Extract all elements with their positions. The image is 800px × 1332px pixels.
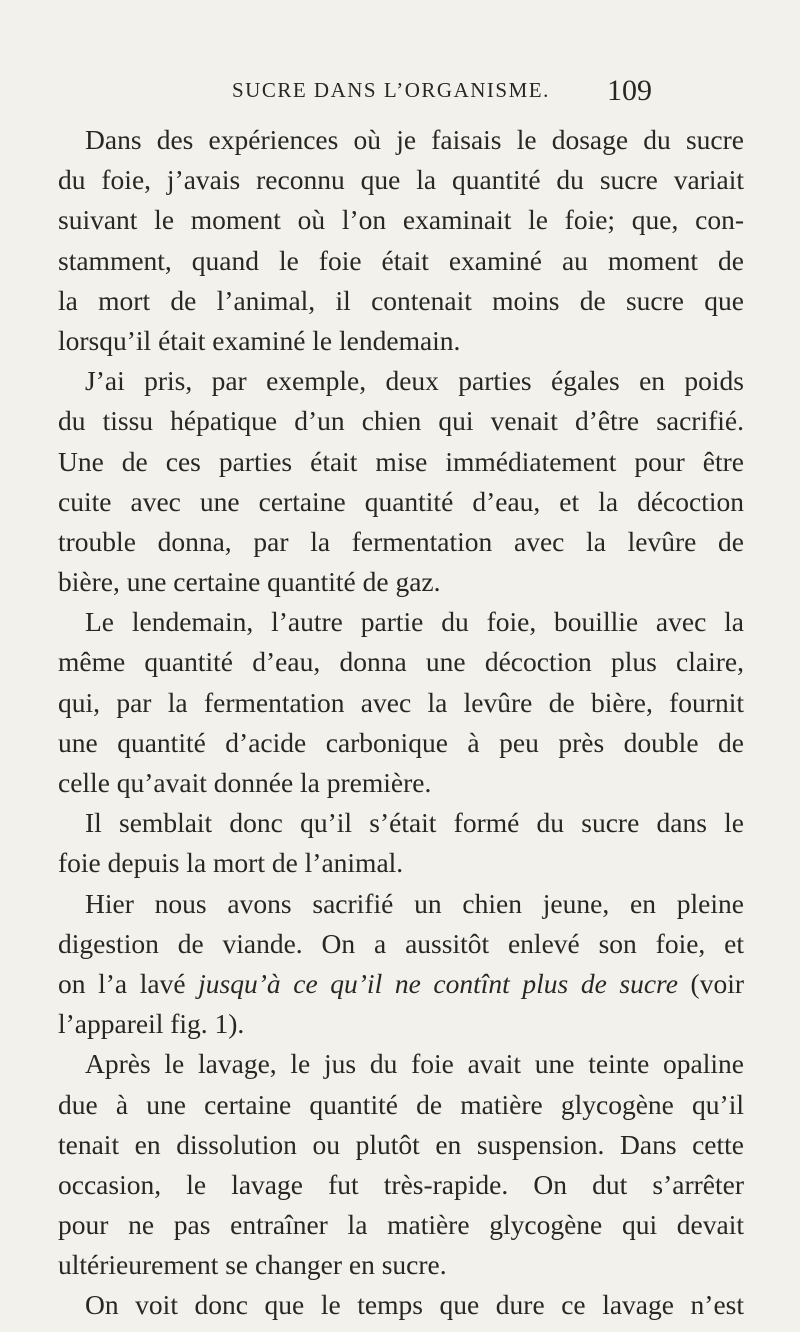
text-line: Après le lavage, le jus du foie avait une teinte opaline	[85, 1048, 744, 1080]
running-head	[232, 74, 652, 108]
text-line: du tissu hépatique d’un chien qui venait d’être sacrifié.	[58, 405, 744, 437]
text-line: digestion de viande. On a aussitôt enlevé son foie, et	[58, 927, 744, 959]
text-line: bière, une certaine quantité de gaz.	[58, 566, 441, 598]
text-line: ultérieurement se changer en sucre.	[58, 1249, 447, 1281]
text-line: celle qu’avait donnée la première.	[58, 767, 432, 798]
text-line	[58, 964, 744, 1004]
text-line: qui, par la fermentation avec la levûre de bière, fournit	[58, 686, 744, 718]
text-line: pour ne pas entraîner la matière glycogène qui devait	[58, 1209, 744, 1241]
text-line: occasion, le lavage fut très-rapide. On dut s’arrêter	[58, 1168, 744, 1200]
text-line: On voit donc que le temps que dure ce lavage n’est	[85, 1289, 744, 1321]
text-line: stamment, quand le foie était examiné au moment de	[58, 244, 744, 276]
text-line: Dans des expériences où je faisais le dosage du sucre	[85, 124, 744, 155]
text-line: une quantité d’acide carbonique à peu près double de	[58, 726, 744, 758]
text-line: tenait en dissolution ou plutôt en suspension. Dans cette	[58, 1128, 744, 1160]
text-line: Le lendemain, l’autre partie du foie, bouillie avec la	[85, 606, 744, 638]
body-text	[58, 120, 744, 1326]
text-line: du foie, j’avais reconnu que la quantité du sucre variait	[58, 164, 744, 196]
text-line: foie depuis la mort de l’animal.	[58, 847, 404, 879]
italic-segment: jusqu’à ce qu’il ne contînt plus de sucre	[198, 967, 678, 999]
text-line: cuite avec une certaine quantité d’eau, et la décoction	[58, 485, 744, 517]
text-line: J’ai pris, par exemple, deux parties égales en poids	[85, 365, 744, 397]
text-line: Il semblait donc qu’il s’était formé du sucre dans le	[85, 807, 744, 839]
text-segment: (voir	[677, 967, 745, 999]
text-line: Hier nous avons sacrifié un chien jeune, en pleine	[85, 887, 744, 919]
running-title: SUCRE DANS L’ORGANISME.	[232, 78, 550, 102]
text-line: l’appareil fig. 1).	[58, 1008, 245, 1040]
text-line: lorsqu’il était examiné le lendemain.	[58, 324, 461, 356]
text-line: trouble donna, par la fermentation avec la levûre de	[58, 525, 744, 557]
text-segment: on l’a lavé	[58, 967, 199, 999]
text-line: due à une certaine quantité de matière glycogène qu’il	[58, 1088, 744, 1120]
text-line: suivant le moment où l’on examinait le foie; que, con-	[58, 204, 744, 236]
text-line: Une de ces parties était mise immédiatement pour être	[58, 445, 744, 477]
text-line: la mort de l’animal, il contenait moins de sucre que	[58, 284, 744, 316]
text-line: même quantité d’eau, donna une décoction plus claire,	[58, 646, 744, 678]
page-number: 109	[607, 74, 652, 107]
